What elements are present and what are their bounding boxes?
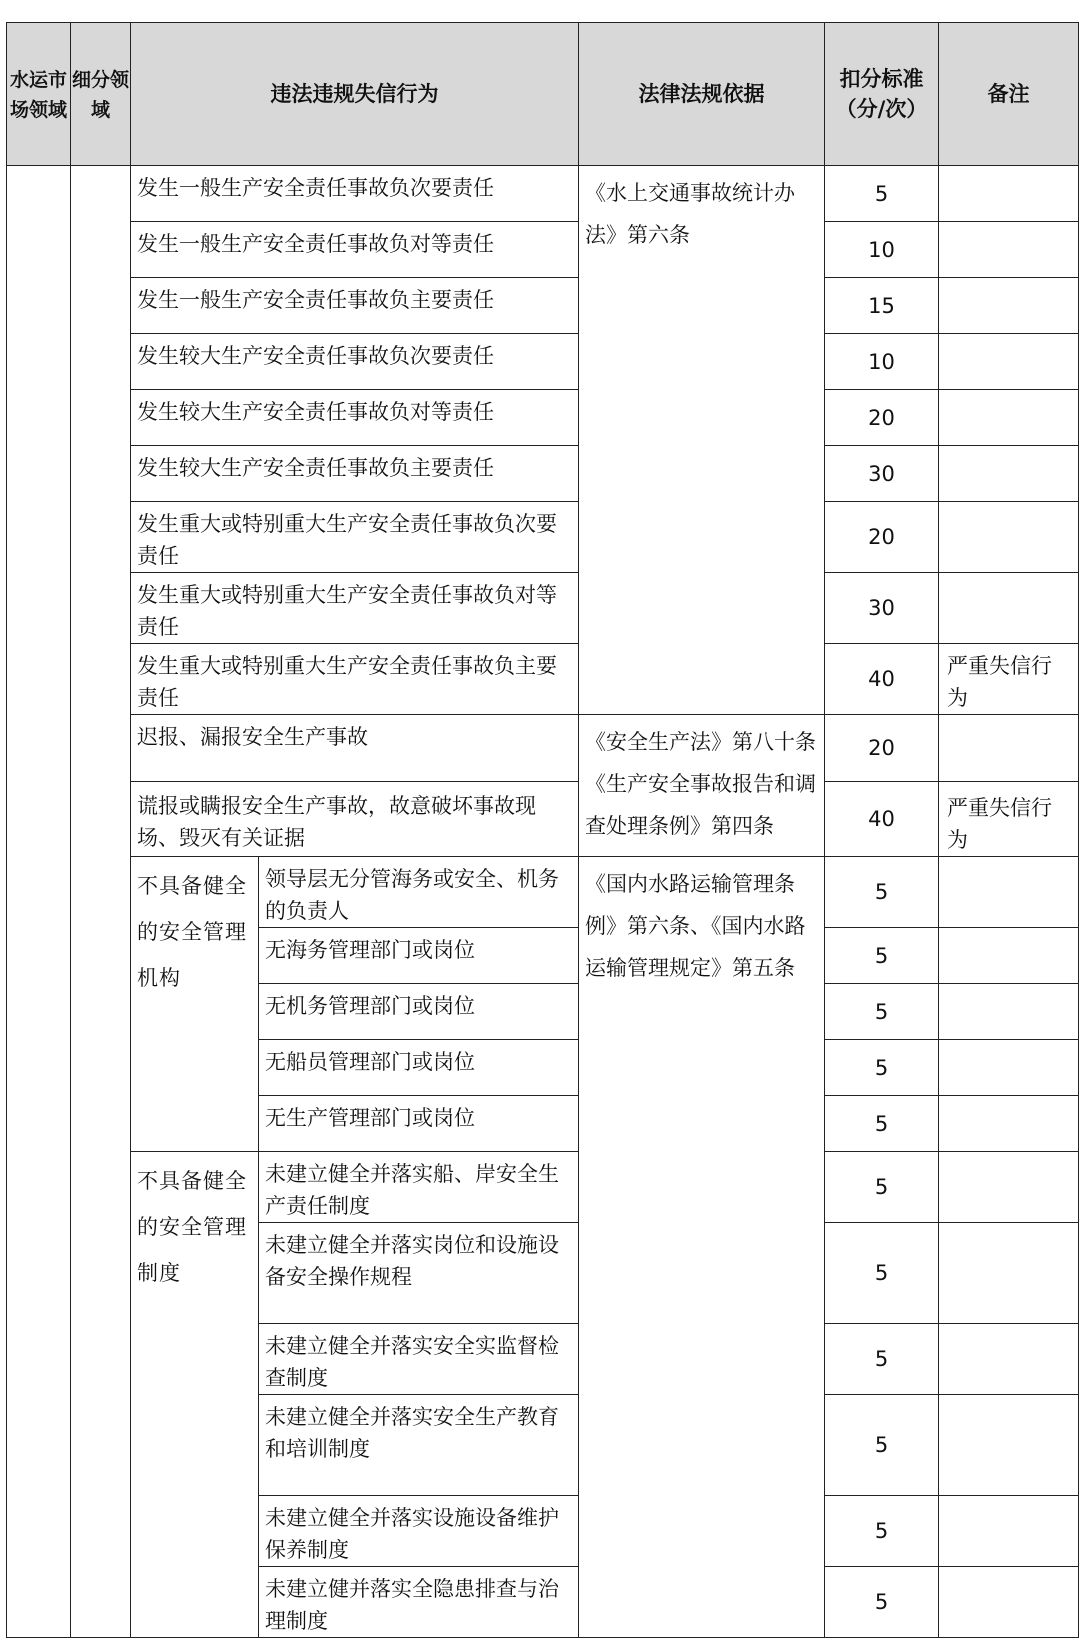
note-cell [939, 446, 1079, 502]
table-row [7, 166, 1079, 222]
behavior-cell: 发生较大生产安全责任事故负主要责任 [131, 446, 579, 502]
score-cell: 10 [825, 334, 939, 390]
behavior-cell: 领导层无分管海务或安全、机务的负责人 [259, 857, 579, 928]
note-cell [939, 278, 1079, 334]
regulation-table-page [6, 22, 1078, 1638]
score-cell: 40 [825, 644, 939, 715]
note-cell [939, 334, 1079, 390]
note-cell: 严重失信行为 [939, 782, 1079, 857]
behavior-cell: 未建立健全并落实安全实监督检查制度 [259, 1324, 579, 1395]
behavior-cell: 无海务管理部门或岗位 [259, 928, 579, 984]
header-note: 备注 [939, 23, 1079, 166]
behavior-cell: 发生一般生产安全责任事故负对等责任 [131, 222, 579, 278]
behavior-cell: 发生较大生产安全责任事故负次要责任 [131, 334, 579, 390]
behavior-cell: 未建立健全并落实安全生产教育和培训制度 [259, 1395, 579, 1496]
score-cell: 20 [825, 715, 939, 782]
note-cell [939, 390, 1079, 446]
behavior-cell: 谎报或瞒报安全生产事故，故意破坏事故现场、毁灭有关证据 [131, 782, 579, 857]
header-domain: 水运市场领域 [7, 23, 71, 166]
note-cell [939, 928, 1079, 984]
table-row [7, 222, 1079, 278]
behavior-cell: 发生重大或特别重大生产安全责任事故负主要责任 [131, 644, 579, 715]
header-subdomain: 细分领域 [71, 23, 131, 166]
subcategory-cell: 不具备健全的安全管理制度 [131, 1152, 259, 1638]
score-cell: 30 [825, 573, 939, 644]
note-cell [939, 715, 1079, 782]
score-cell: 5 [825, 1096, 939, 1152]
header-row [7, 23, 1079, 166]
score-cell: 5 [825, 1567, 939, 1638]
note-cell [939, 1096, 1079, 1152]
behavior-cell: 未建立健全并落实船、岸安全生产责任制度 [259, 1152, 579, 1223]
score-cell: 20 [825, 502, 939, 573]
behavior-cell: 无船员管理部门或岗位 [259, 1040, 579, 1096]
score-cell: 30 [825, 446, 939, 502]
table-row [7, 715, 1079, 782]
score-cell: 5 [825, 1152, 939, 1223]
note-cell [939, 1567, 1079, 1638]
note-cell [939, 166, 1079, 222]
score-cell: 10 [825, 222, 939, 278]
law-cell: 《国内水路运输管理条例》第六条、《国内水路运输管理规定》第五条 [579, 857, 825, 1638]
note-cell [939, 1324, 1079, 1395]
header-behavior: 违法违规失信行为 [131, 23, 579, 166]
law-cell: 《安全生产法》第八十条 《生产安全事故报告和调查处理条例》第四条 [579, 715, 825, 857]
note-cell [939, 857, 1079, 928]
note-cell [939, 502, 1079, 573]
note-cell [939, 1152, 1079, 1223]
table-row [7, 857, 1079, 928]
header-law: 法律法规依据 [579, 23, 825, 166]
law-cell: 《水上交通事故统计办法》第六条 [579, 166, 825, 715]
note-cell [939, 1040, 1079, 1096]
table-row [7, 446, 1079, 502]
score-cell: 5 [825, 1395, 939, 1496]
subcategory-cell: 不具备健全的安全管理机构 [131, 857, 259, 1152]
table-row [7, 782, 1079, 857]
table-row [7, 1152, 1079, 1223]
note-cell [939, 1395, 1079, 1496]
score-cell: 5 [825, 1040, 939, 1096]
header-score: 扣分标准（分/次） [825, 23, 939, 166]
score-cell: 5 [825, 857, 939, 928]
subdomain-cell [71, 166, 131, 1638]
domain-cell [7, 166, 71, 1638]
score-cell: 15 [825, 278, 939, 334]
behavior-cell: 未建立健全并落实设施设备维护保养制度 [259, 1496, 579, 1567]
note-cell [939, 573, 1079, 644]
score-cell: 5 [825, 166, 939, 222]
score-cell: 5 [825, 928, 939, 984]
score-cell: 40 [825, 782, 939, 857]
table-row [7, 502, 1079, 573]
behavior-cell: 发生较大生产安全责任事故负对等责任 [131, 390, 579, 446]
score-cell: 20 [825, 390, 939, 446]
table-row [7, 278, 1079, 334]
note-cell [939, 984, 1079, 1040]
behavior-cell: 无生产管理部门或岗位 [259, 1096, 579, 1152]
score-cell: 5 [825, 1496, 939, 1567]
behavior-cell: 无机务管理部门或岗位 [259, 984, 579, 1040]
behavior-cell: 迟报、漏报安全生产事故 [131, 715, 579, 782]
behavior-cell: 发生一般生产安全责任事故负次要责任 [131, 166, 579, 222]
note-cell [939, 1496, 1079, 1567]
table-row [7, 573, 1079, 644]
behavior-cell: 发生一般生产安全责任事故负主要责任 [131, 278, 579, 334]
table-row [7, 390, 1079, 446]
penalty-table [6, 22, 1079, 1638]
table-row [7, 334, 1079, 390]
behavior-cell: 发生重大或特别重大生产安全责任事故负次要责任 [131, 502, 579, 573]
score-cell: 5 [825, 984, 939, 1040]
note-cell: 严重失信行为 [939, 644, 1079, 715]
note-cell [939, 1223, 1079, 1324]
behavior-cell: 发生重大或特别重大生产安全责任事故负对等责任 [131, 573, 579, 644]
note-cell [939, 222, 1079, 278]
score-cell: 5 [825, 1223, 939, 1324]
behavior-cell: 未建立健全并落实岗位和设施设备安全操作规程 [259, 1223, 579, 1324]
score-cell: 5 [825, 1324, 939, 1395]
behavior-cell: 未建立健并落实全隐患排查与治理制度 [259, 1567, 579, 1638]
table-row [7, 644, 1079, 715]
